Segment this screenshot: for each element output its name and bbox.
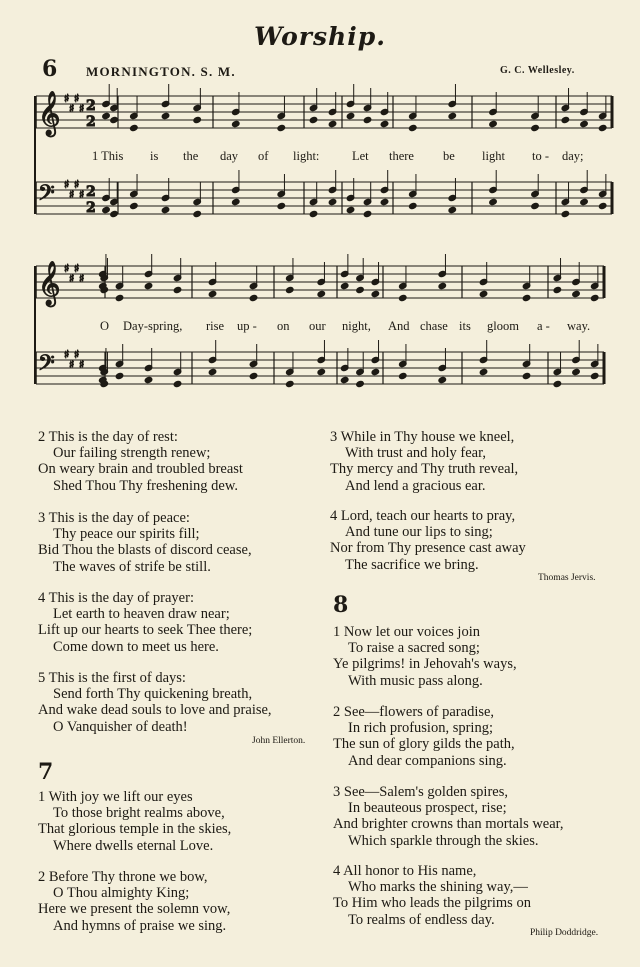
note-head [130, 124, 139, 131]
note-head [356, 286, 365, 293]
hymn-6-verse-5 [38, 670, 272, 735]
verse-line: O Vanquisher of death! [53, 718, 188, 735]
verse-line: 4 Lord, teach our hearts to pray, [330, 508, 516, 524]
verse-line: Lift up our hearts to seek Thee there; [38, 622, 253, 639]
lyric-word: our [309, 319, 326, 333]
note-head [479, 368, 488, 375]
note-head [346, 206, 355, 213]
lyric-word: be [443, 149, 455, 163]
note-head [561, 210, 570, 217]
verse-line: Thy mercy and Thy truth reveal, [330, 461, 519, 478]
verse-line: Nor from Thy presence cast away [330, 540, 526, 557]
hymn-8-author: Philip Doddridge. [530, 928, 599, 938]
lyric-word: there [389, 149, 414, 163]
note-head [110, 116, 119, 123]
verse-line: And brighter crowns than mortals wear, [333, 816, 564, 833]
hymn-7-author: Thomas Jervis. [538, 573, 596, 583]
note-head [309, 116, 318, 123]
lyric-word: And [388, 319, 410, 333]
note-head [380, 198, 389, 205]
bass-clef: 𝄢 [38, 351, 55, 381]
sharp-sign: ♯ [79, 188, 85, 201]
note-head [572, 290, 581, 297]
note-head [572, 368, 581, 375]
verse-line: Send forth Thy quickening breath, [53, 686, 253, 703]
note-head [249, 372, 258, 379]
lyric-word: on [277, 319, 290, 333]
hymn-6-verse-4 [38, 590, 252, 655]
verse-line: Where dwells eternal Love. [53, 837, 214, 854]
verse-line: Bid Thou the blasts of discord cease, [38, 542, 252, 559]
note-head [317, 368, 326, 375]
music-score [0, 0, 640, 420]
page-title: Worship. [254, 22, 386, 51]
note-head [346, 112, 355, 119]
note-head [356, 380, 365, 387]
note-head [598, 124, 607, 131]
note-head [371, 368, 380, 375]
note-head [590, 372, 599, 379]
note-head [489, 120, 498, 127]
note-head [328, 120, 337, 127]
verse-line: Shed Thou Thy freshening dew. [53, 477, 238, 494]
verse-line: The sacrifice we bring. [345, 556, 479, 573]
note-head [130, 202, 139, 209]
verse-line: And wake dead souls to love and praise, [38, 702, 272, 719]
sharp-sign: ♯ [69, 358, 75, 371]
note-head [590, 294, 599, 301]
sharp-sign: ♯ [74, 262, 80, 275]
verse-line: The waves of strife be still. [53, 558, 211, 575]
lyric-word: rise [206, 319, 225, 333]
verse-line: Thy peace our spirits fill; [53, 526, 200, 543]
note-head [448, 112, 457, 119]
verse-line: With trust and holy fear, [345, 445, 486, 462]
lyric-word: is [150, 149, 159, 163]
verse-line: And dear companions sing. [348, 752, 507, 769]
hymn-7-number: 7 [38, 759, 54, 785]
note-head [522, 372, 531, 379]
note-head [408, 202, 417, 209]
time-signature-top: 2 [86, 184, 96, 200]
note-head [161, 206, 170, 213]
lyric-word: Day-spring, [123, 319, 183, 333]
verse-line: 3 While in Thy house we kneel, [330, 429, 515, 445]
verse-line: Ye pilgrims! in Jehovah's ways, [333, 656, 517, 673]
note-head [531, 202, 540, 209]
verse-line: 2 Before Thy throne we bow, [38, 869, 208, 885]
hymn-8-number: 8 [333, 592, 349, 618]
verse-line: That glorious temple in the skies, [38, 821, 232, 838]
verse-line: 2 This is the day of rest: [38, 429, 178, 445]
verse-line: And lend a gracious ear. [345, 477, 486, 494]
note-head [115, 294, 124, 301]
note-head [398, 372, 407, 379]
lyric-word: night, [342, 319, 371, 333]
note-head [580, 120, 589, 127]
note-head [598, 202, 607, 209]
lyric-word: light: [293, 149, 320, 163]
verse-line: 2 See—flowers of paradise, [333, 704, 495, 720]
lyric-word: of [258, 149, 269, 163]
sharp-sign: ♯ [74, 178, 80, 191]
note-head [231, 120, 240, 127]
note-head [309, 210, 318, 217]
hymn-7-verse-1 [38, 789, 231, 854]
sharp-sign: ♯ [69, 272, 75, 285]
verse-line: To Him who leads the pilgrims on [333, 895, 531, 912]
note-head [193, 210, 202, 217]
verse-line: With music pass along. [348, 672, 483, 689]
verse-line: O Thou almighty King; [53, 885, 190, 902]
sharp-sign: ♯ [69, 188, 75, 201]
note-head [408, 124, 417, 131]
hymn-7-verse-4 [330, 508, 526, 573]
hymn-7-verse-2 [38, 869, 230, 934]
note-head [522, 294, 531, 301]
lyric-word: the [183, 149, 199, 163]
sharp-sign: ♯ [64, 178, 70, 191]
treble-clef: 𝄞 [38, 91, 61, 135]
hymn-6-verse-3 [38, 510, 252, 575]
sharp-sign: ♯ [64, 348, 70, 361]
verse-line: And tune our lips to sing; [345, 524, 493, 541]
note-head [208, 368, 217, 375]
verse-line: Let earth to heaven draw near; [53, 606, 230, 623]
verse-line: In rich profusion, spring; [348, 720, 493, 737]
note-head [173, 286, 182, 293]
note-head [363, 116, 372, 123]
verse-line: 5 This is the first of days: [38, 670, 186, 686]
hymn-8-verse-4 [333, 863, 531, 928]
verse-line: 4 This is the day of prayer: [38, 590, 194, 606]
lyric-word: a - [537, 319, 550, 333]
verse-line: 1 Now let our voices join [333, 624, 480, 640]
note-head [561, 116, 570, 123]
time-signature-bottom: 2 [86, 200, 96, 216]
note-head [553, 286, 562, 293]
sharp-sign: ♯ [74, 92, 80, 105]
note-head [438, 376, 447, 383]
note-head [231, 198, 240, 205]
lyric-word: day; [562, 149, 584, 163]
lyric-word: gloom [487, 319, 519, 333]
lyric-word: to - [532, 149, 550, 163]
hymn-6-verse-2 [38, 429, 243, 494]
note-head [398, 294, 407, 301]
lyric-word: its [459, 319, 471, 333]
verse-line: Our failing strength renew; [53, 445, 211, 462]
composer-name: G. C. Wellesley. [500, 65, 575, 76]
lyric-word: day [220, 149, 239, 163]
lyric-word: Let [352, 149, 369, 163]
note-head [317, 290, 326, 297]
verse-line: To those bright realms above, [53, 805, 225, 822]
hymn-6-number: 6 [42, 56, 58, 82]
verse-line: To raise a sacred song; [348, 640, 480, 657]
verse-line: The sun of glory gilds the path, [333, 736, 515, 753]
note-head [553, 380, 562, 387]
note-head [363, 210, 372, 217]
note-head [340, 282, 349, 289]
lyric-word: up - [237, 319, 257, 333]
lyric-word: light [482, 149, 505, 163]
note-head [102, 206, 111, 213]
note-head [102, 112, 111, 119]
verse-line: On weary brain and troubled breast [38, 461, 243, 478]
lyric-line-1 [0, 149, 640, 165]
verse-line: 4 All honor to His name, [333, 863, 477, 879]
hymn-8-verse-3 [333, 784, 564, 849]
verse-line: Who marks the shining way,— [348, 879, 528, 896]
verse-line: 1 With joy we lift our eyes [38, 789, 193, 805]
hymn-8-verse-2 [333, 704, 515, 769]
note-head [277, 202, 286, 209]
bass-clef: 𝄢 [38, 181, 55, 211]
note-head [161, 112, 170, 119]
sharp-sign: ♯ [74, 348, 80, 361]
note-head [144, 282, 153, 289]
treble-clef: 𝄞 [38, 261, 61, 305]
verse-line: 3 This is the day of peace: [38, 510, 190, 526]
tune-name: MORNINGTON. S. M. [86, 64, 236, 79]
note-head [285, 380, 294, 387]
note-head [115, 372, 124, 379]
sharp-sign: ♯ [79, 358, 85, 371]
verse-line: And hymns of praise we sing. [53, 917, 227, 934]
lyric-word: chase [420, 319, 448, 333]
verse-line: Which sparkle through the skies. [348, 832, 539, 849]
note-head [371, 290, 380, 297]
note-head [489, 198, 498, 205]
note-head [531, 124, 540, 131]
note-head [438, 282, 447, 289]
note-head [193, 116, 202, 123]
note-head [448, 206, 457, 213]
time-signature-bottom: 2 [86, 114, 96, 130]
sharp-sign: ♯ [79, 272, 85, 285]
note-head [208, 290, 217, 297]
verse-line: To realms of endless day. [348, 911, 495, 928]
verse-line: 3 See—Salem's golden spires, [333, 784, 508, 800]
verse-line: In beauteous prospect, rise; [348, 800, 507, 817]
note-head [277, 124, 286, 131]
note-head [249, 294, 258, 301]
note-head [328, 198, 337, 205]
lyric-word: O [100, 319, 110, 333]
verse-line: Come down to meet us here. [53, 638, 219, 655]
sharp-sign: ♯ [79, 102, 85, 115]
hymn-8-verse-1 [333, 624, 517, 689]
note-head [110, 210, 119, 217]
lyric-word: 1 This [92, 149, 124, 163]
verse-line: Here we present the solemn vow, [38, 901, 231, 918]
note-head [479, 290, 488, 297]
sharp-sign: ♯ [64, 92, 70, 105]
lyric-line-2 [0, 319, 640, 335]
note-head [380, 120, 389, 127]
note-head [173, 380, 182, 387]
lyric-word: way. [567, 319, 591, 333]
hymn-7-verse-3 [330, 429, 518, 494]
sharp-sign: ♯ [64, 262, 70, 275]
hymn-6-author: John Ellerton. [252, 736, 306, 746]
note-head [580, 198, 589, 205]
note-head [340, 376, 349, 383]
time-signature-top: 2 [86, 98, 96, 114]
note-head [144, 376, 153, 383]
sharp-sign: ♯ [69, 102, 75, 115]
note-head [285, 286, 294, 293]
